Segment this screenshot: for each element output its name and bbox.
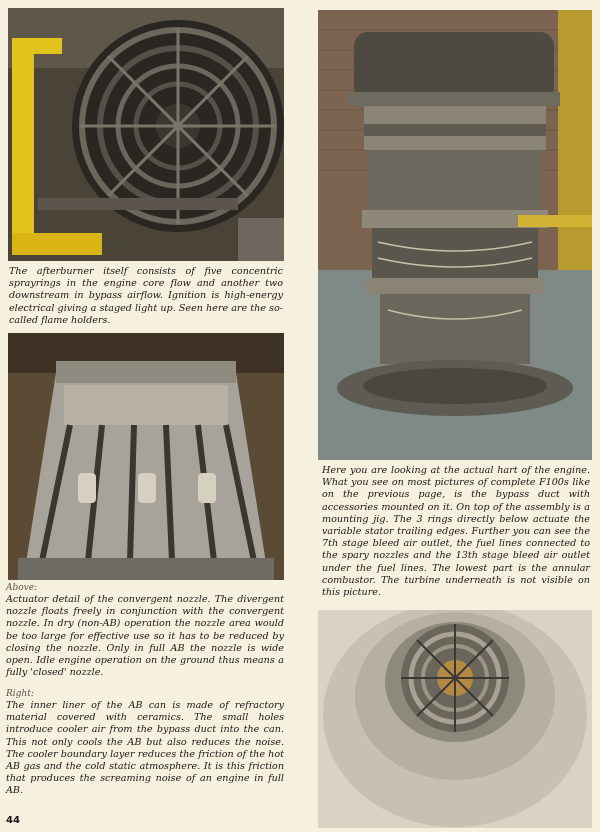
ab-liner-photo: [318, 610, 592, 828]
liner-caption: [6, 689, 284, 798]
engine-core-caption: [322, 465, 590, 599]
right-caption-text: The inner liner of the AB can is made of refractory material covered with ceramics. The small holes introduce cooler air from the bypass duct into the can. This not only cools the AB but also reduces the noise. The cooler boundary layer reduces the friction of the hot AB gas and the cold static atmosphere. It is this friction that produces the screaming noise of an engine in full AB.: [6, 700, 284, 797]
page-number: 44: [6, 815, 20, 826]
right-label: Right:: [6, 689, 34, 699]
above-label: Above:: [6, 583, 38, 593]
afterburner-caption-text: The afterburner itself consists of five concentric sprayrings in the engine core flow and another two downstream in bypass airflow. Ignition is high-energy electrical giving a staged light up. Seen here are the so-called flame holders.: [9, 266, 283, 326]
afterburner-photo: [8, 8, 284, 261]
engine-core-photo: [318, 10, 592, 460]
nozzle-caption: [6, 583, 284, 679]
nozzle-actuator-photo: [8, 333, 284, 580]
afterburner-caption: [9, 266, 283, 327]
engine-core-caption-text: Here you are looking at the actual hart of the engine. What you see on most pictures of complete F100s like on the previous page, is the bypass duct with accessories mounted on it. On top of the assembly is a mounting jig. The 3 rings directly below actuate the variable stator trailing edges. Further you can see the 7th stage bleed air outlet, the fuel lines connected to the spary nozzles and the 13th stage bleed air outlet under the fuel lines. The lowest part is the annular combustor. The turbine underneath is not visible on this picture.: [322, 465, 590, 599]
above-caption-text: Actuator detail of the convergent nozzle. The divergent nozzle floats freely in conjunction with the convergent nozzle. In dry (non-AB) operation the nozzle area would be too large for effective use so it has to be reduced by closing the nozzle. Only in full AB the nozzle is wide open. Idle engine operation on the ground thus means a fully 'closed' nozzle.: [6, 594, 284, 679]
